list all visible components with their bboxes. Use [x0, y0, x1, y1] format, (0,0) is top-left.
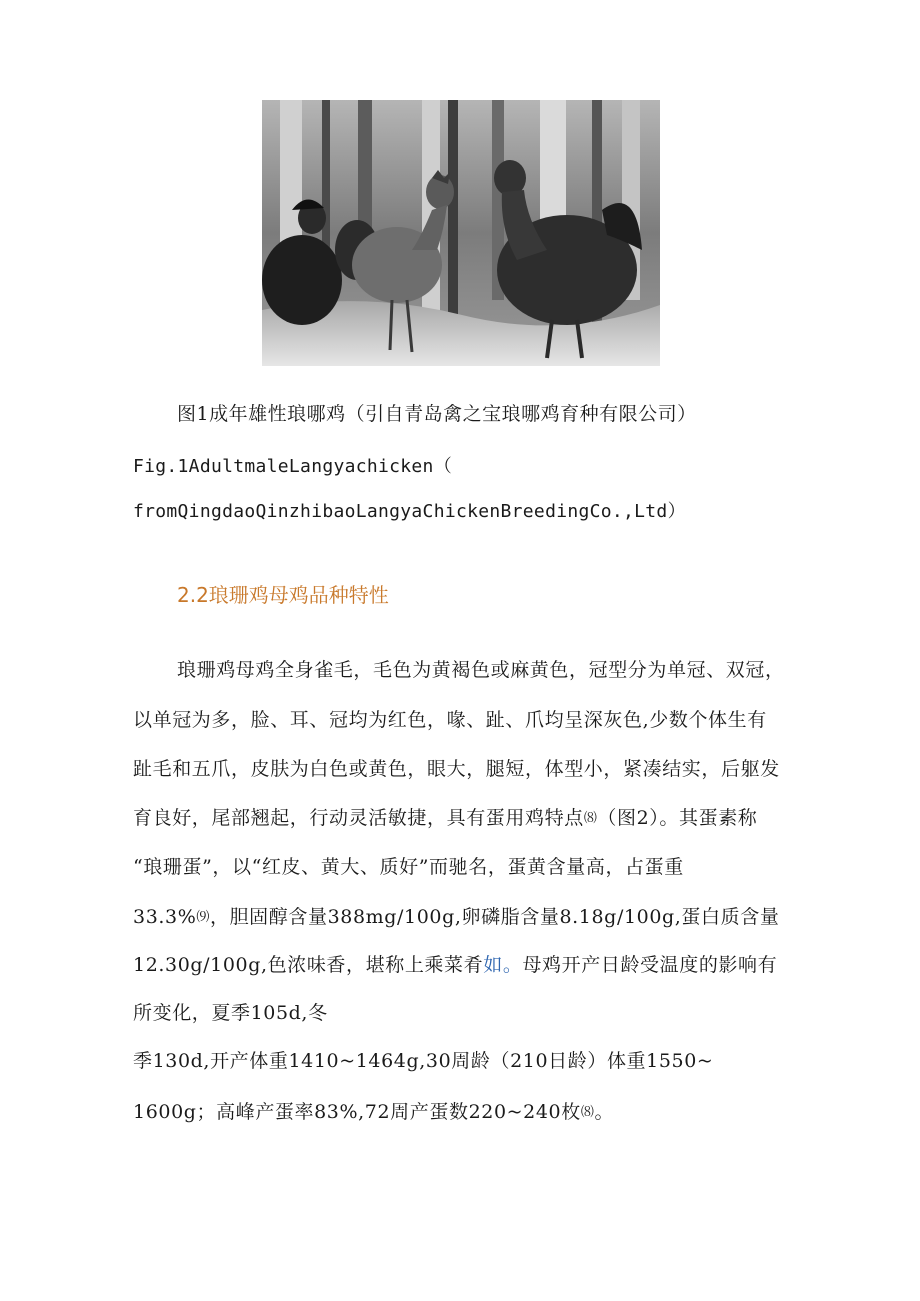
- paragraph-line-6: [133, 902, 779, 929]
- paragraph-line-7-text-b: 母鸡开产日龄受温度的影响有: [522, 954, 778, 976]
- paragraph-line-8: 所变化，夏季105d,冬: [133, 1002, 328, 1024]
- paragraph-line-6-text-b: ，胆固醇含量388mg/100g,卵磷脂含量8.18g/100g,蛋白质含量: [209, 906, 780, 928]
- section-heading: 2.2琅珊鸡母鸡品种特性: [177, 583, 389, 607]
- chicken-photo: [262, 100, 660, 366]
- citation-reference: ⑻: [580, 1105, 595, 1120]
- paragraph-line-1: 琅珊鸡母鸡全身雀毛，毛色为黄褐色或麻黄色，冠型分为单冠、双冠，: [177, 659, 785, 681]
- paragraph-line-10: [133, 1097, 614, 1124]
- paragraph-line-6-text-a: 33.3%: [133, 906, 197, 928]
- paragraph-line-5: “琅珊蛋”，以“红皮、黄大、质好”而驰名，蛋黄含量高，占蛋重: [133, 856, 684, 878]
- paragraph-line-7: [133, 950, 777, 977]
- citation-reference: ⑼: [196, 910, 210, 925]
- paragraph-line-10-text-b: 。: [594, 1101, 615, 1123]
- citation-reference: ⑻: [583, 811, 598, 826]
- paragraph-line-4-text-b: （图2）。其蛋素称: [597, 807, 758, 829]
- paragraph-line-2: 以单冠为多，脸、耳、冠均为红色，喙、趾、爪均呈深灰色,少数个体生有: [133, 709, 767, 731]
- paragraph-line-4-text-a: 育良好，尾部翘起，行动灵活敏捷，具有蛋用鸡特点: [133, 807, 584, 829]
- chicken-photo-illustration: [262, 100, 660, 366]
- paragraph-line-7-text-a: 12.30g/100g,色浓味香，堪称上乘菜肴: [133, 954, 484, 976]
- figure-caption-english-line1: Fig.1AdultmaleLangyachicken（: [133, 456, 452, 477]
- figure-caption-english-line2: fromQingdaoQinzhibaoLangyaChickenBreedingCo.,Ltd）: [133, 501, 686, 522]
- paragraph-line-3: 趾毛和五爪，皮肤为白色或黄色，眼大，腿短，体型小，紧凑结实，后躯发: [133, 758, 780, 780]
- paragraph-line-7-blue-text: 如。: [483, 954, 523, 976]
- paragraph-line-10-text-a: 1600g；高峰产蛋率83%,72周产蛋数220~240枚: [133, 1101, 581, 1123]
- paragraph-line-9: 季130d,开产体重1410~1464g,30周龄（210日龄）体重1550~: [133, 1050, 714, 1072]
- figure-caption-chinese: 图1成年雄性琅哪鸡（引自青岛禽之宝琅哪鸡育种有限公司）: [177, 403, 697, 425]
- paragraph-line-4: [133, 803, 757, 830]
